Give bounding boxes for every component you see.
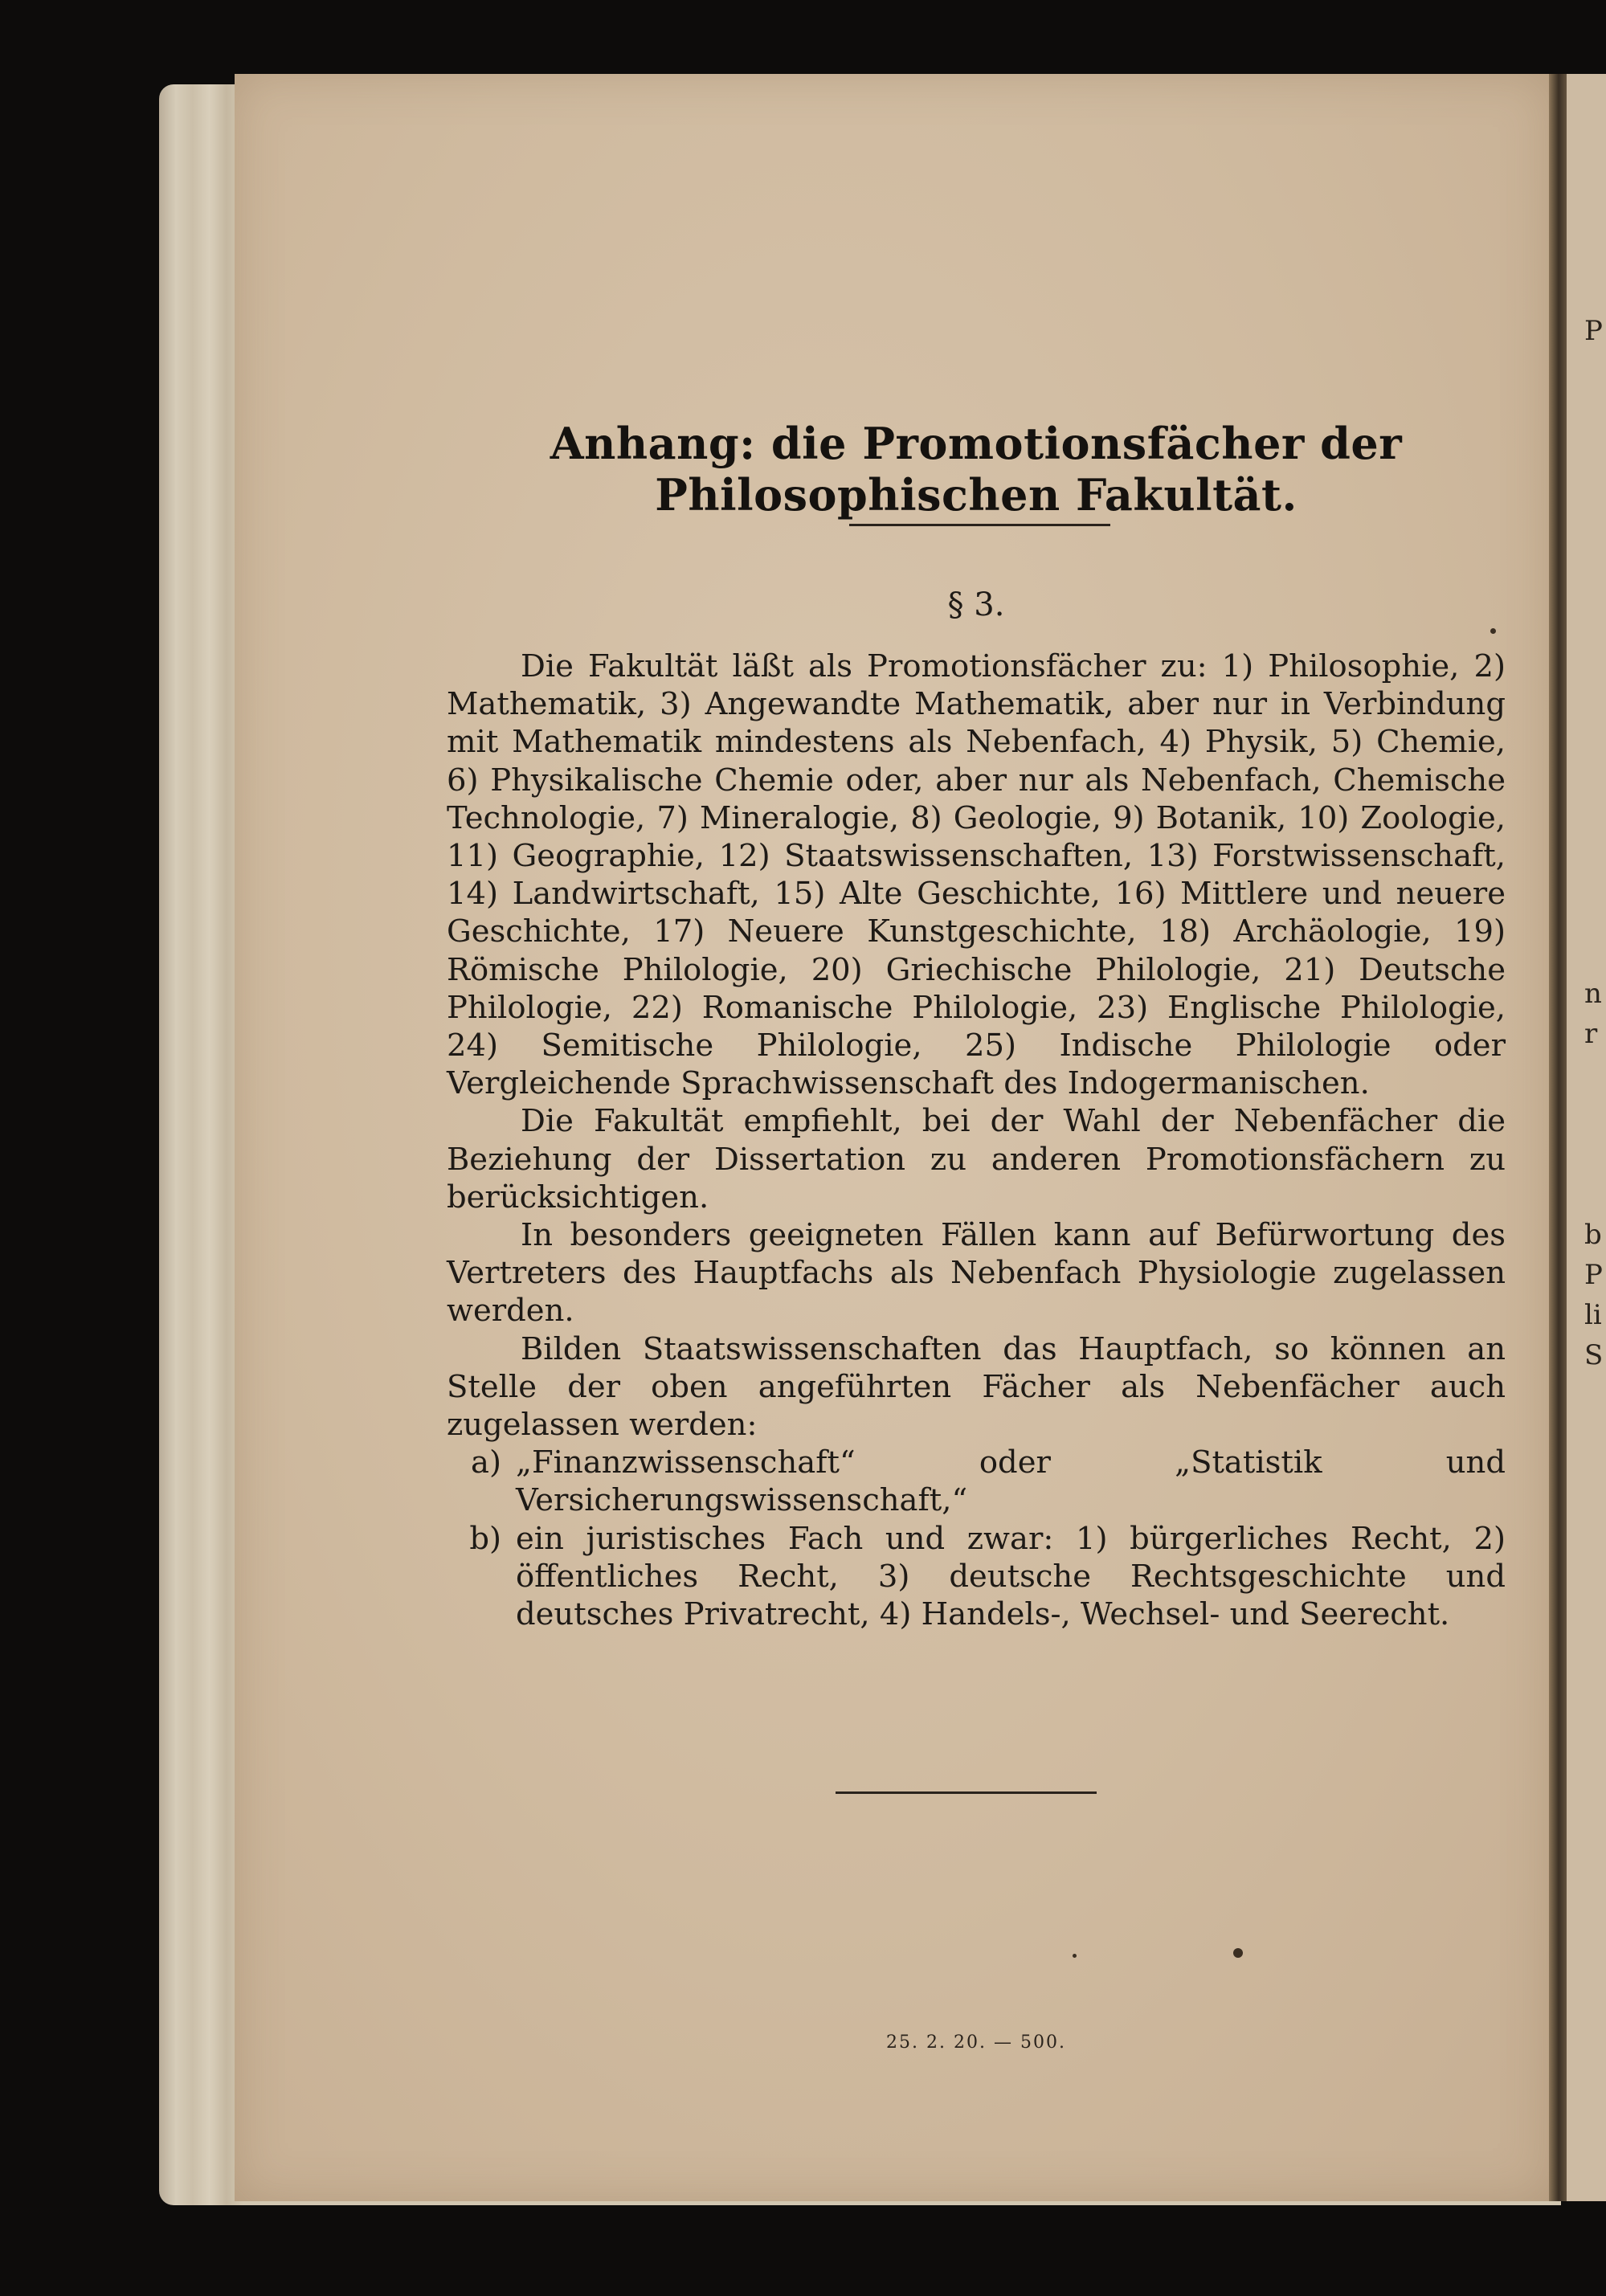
list-item-text: ein juristisches Fach und zwar: 1) bürgerliches Recht, 2) öffentliches Recht, 3) deutsche Rechtsgeschichte und deutsches Privatrecht, 4) Handels-, Wechsel- und Seerecht. xyxy=(516,1520,1506,1633)
list-item-label: a) xyxy=(471,1444,501,1481)
paragraph-subjects: Die Fakultät läßt als Promotionsfächer zu: 1) Philosophie, 2) Mathematik, 3) Angewandte Mathematik, aber nur in Verbindung mit Mathematik mindestens als Nebenfach, 4) Physik, 5) Chemie, 6) Physikalische Chemie oder, aber nur als Nebenfach, Chemische Technologie, 7) Mineralogie, 8) Geologie, 9) Botanik, 10) Zoologie, 11) Geographie, 12) Staatswissenschaften, 13) Forstwissenschaft, 14) Landwirtschaft, 15) Alte Geschichte, 16) Mittlere und neuere Geschichte, 17) Neuere Kunstgeschichte, 18) Archäologie, 19) Römische Philologie, 20) Griechische Philologie, 21) Deutsche Philologie, 22) Romanische Philologie, 23) Englische Philologie, 24) Semitische Philologie, 25) Indische Philologie oder Vergleichende Sprachwissenschaft des Indogermanischen. xyxy=(447,648,1506,1102)
paper-speck xyxy=(1073,1954,1077,1958)
end-divider xyxy=(836,1791,1097,1794)
paragraph-physiology: In besonders geeigneten Fällen kann auf Befürwortung des Vertreters des Hauptfachs als Nebenfach Physiologie zugelassen werden. xyxy=(447,1217,1506,1330)
paper-speck xyxy=(1233,1948,1243,1958)
paragraph-staatswissenschaften: Bilden Staatswissenschaften das Hauptfach, so können an Stelle der oben angeführten Fächer als Nebenfächer auch zugelassen werden: xyxy=(447,1330,1506,1444)
list-item xyxy=(447,1444,1506,1519)
print-imprint: 25. 2. 20. — 500. xyxy=(886,2032,1066,2053)
title-divider xyxy=(849,524,1110,526)
list-item xyxy=(447,1520,1506,1634)
paper-speck xyxy=(1490,628,1496,634)
facing-page-fragment: b xyxy=(1584,1219,1602,1251)
book-gutter xyxy=(1549,74,1568,2201)
minor-subject-list xyxy=(447,1444,1506,1633)
facing-page-fragment: r xyxy=(1584,1018,1598,1050)
paragraph-recommendation: Die Fakultät empfiehlt, bei der Wahl der Nebenfächer die Beziehung der Dissertation zu anderen Promotionsfächern zu berücksichtigen. xyxy=(447,1103,1506,1215)
facing-page-fragment: P xyxy=(1584,1259,1603,1291)
section-heading: § 3. xyxy=(947,586,1005,623)
facing-page-fragment: P xyxy=(1584,315,1603,347)
list-item-text: „Finanzwissenschaft“ oder „Statistik und Versicherungswissenschaft,“ xyxy=(516,1444,1506,1519)
page-title: Anhang: die Promotionsfächer der Philosophischen Fakultät. xyxy=(550,418,1403,521)
list-item-label: b) xyxy=(469,1520,501,1557)
facing-page-fragment: li xyxy=(1584,1299,1602,1331)
facing-page-edge xyxy=(1567,74,1606,2201)
facing-page-fragment: n xyxy=(1584,978,1602,1010)
document-body xyxy=(447,648,1506,1633)
facing-page-fragment: S xyxy=(1584,1339,1604,1371)
